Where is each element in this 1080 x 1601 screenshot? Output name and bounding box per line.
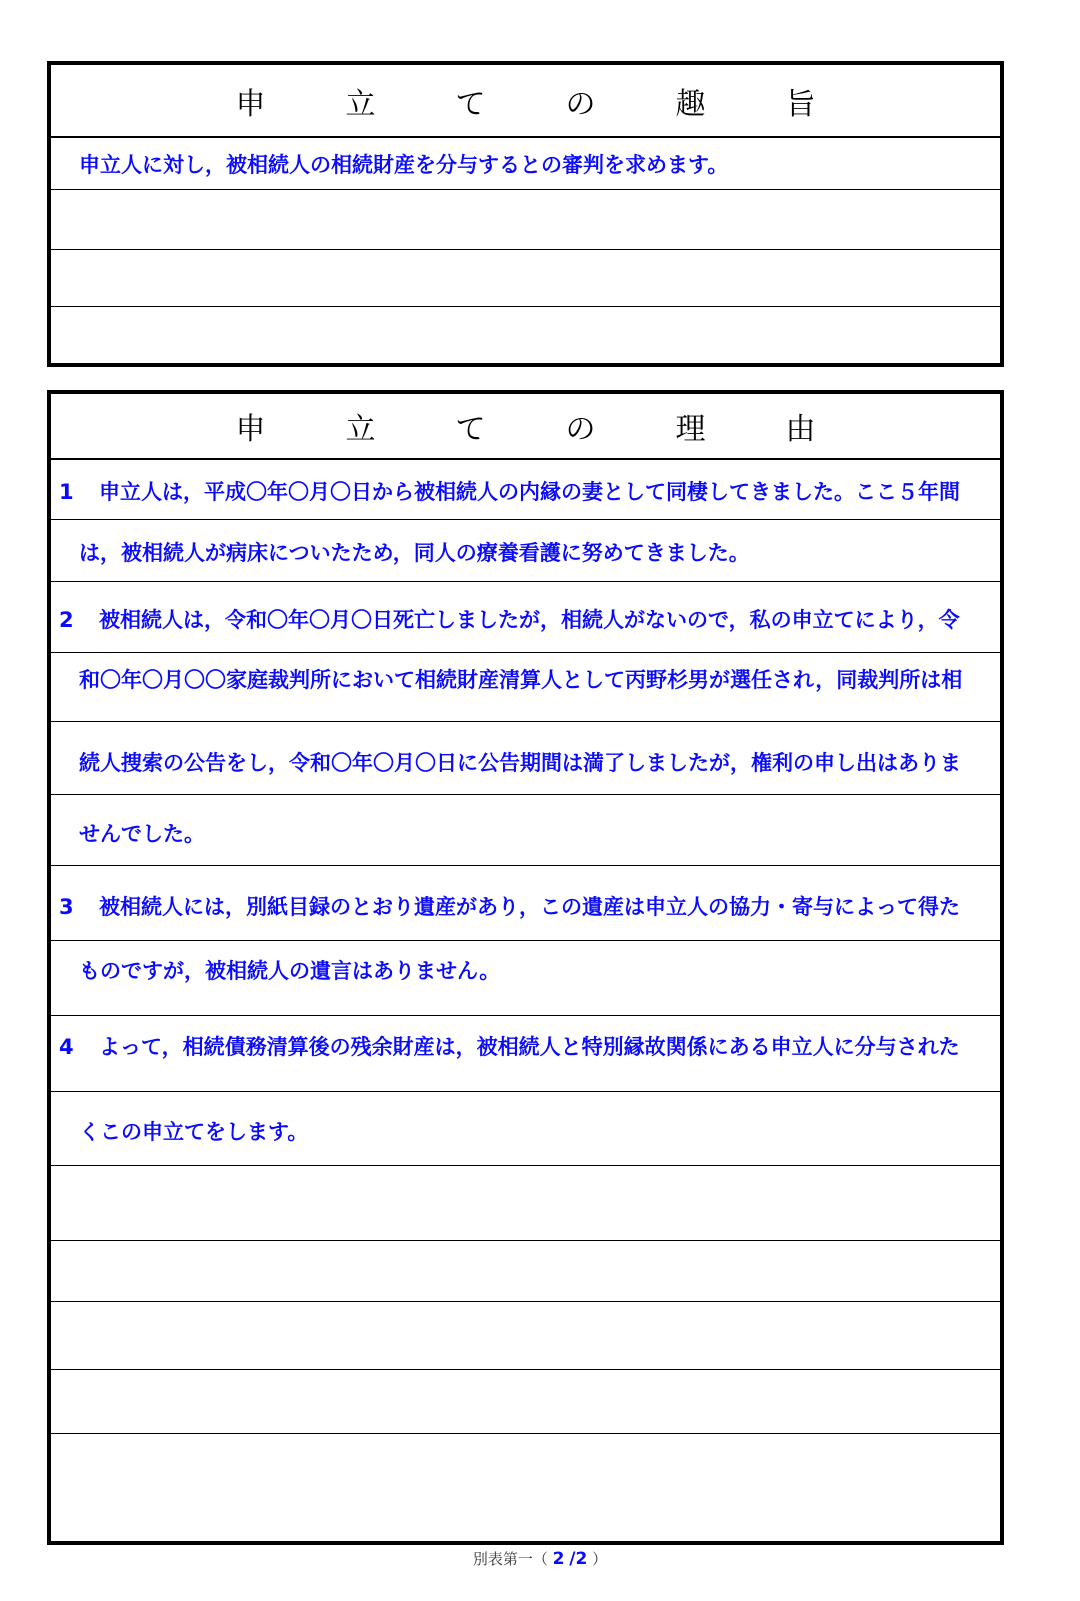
ruled-line bbox=[51, 652, 1000, 653]
ruled-line bbox=[51, 1433, 1000, 1434]
ruled-line bbox=[51, 306, 1000, 307]
item-line: 被相続人は，令和〇年〇月〇日死亡しましたが，相続人がないので，私の申立てにより，令 bbox=[99, 608, 960, 632]
heading-char: の bbox=[565, 412, 596, 447]
heading-char: 理 bbox=[675, 412, 706, 447]
ruled-line bbox=[51, 249, 1000, 250]
ruled-line bbox=[51, 1015, 1000, 1016]
ruled-line bbox=[51, 519, 1000, 520]
reason-item-2 bbox=[59, 610, 1000, 631]
footer-close: ） bbox=[592, 1550, 608, 1568]
item-line: せんでした。 bbox=[79, 822, 205, 846]
reason-heading bbox=[51, 394, 1000, 460]
heading-char: 申 bbox=[235, 86, 266, 122]
heading-char: の bbox=[565, 86, 596, 122]
item-line: 和〇年〇月〇〇家庭裁判所において相続財産清算人として丙野杉男が選任され，同裁判所は相 bbox=[79, 668, 963, 692]
petition-reason-section bbox=[47, 390, 1004, 1545]
ruled-line bbox=[51, 1165, 1000, 1166]
ruled-line bbox=[51, 189, 1000, 190]
heading-char: 申 bbox=[235, 412, 266, 447]
purpose-text: 申立人に対し，被相続人の相続財産を分与するとの審判を求めます。 bbox=[79, 153, 729, 177]
heading-char: て bbox=[455, 86, 486, 122]
ruled-line bbox=[51, 581, 1000, 582]
ruled-line bbox=[51, 940, 1000, 941]
item-line: は，被相続人が病床についたため，同人の療養看護に努めてきました。 bbox=[79, 541, 750, 565]
reason-item-1 bbox=[59, 482, 1000, 503]
page-total: 2 bbox=[575, 1549, 588, 1569]
page-number: 2 bbox=[552, 1549, 565, 1569]
ruled-line bbox=[51, 1240, 1000, 1241]
footer-label: 別表第一（ bbox=[472, 1550, 548, 1568]
ruled-line bbox=[51, 1369, 1000, 1370]
heading-char: て bbox=[455, 412, 486, 447]
reason-item-4 bbox=[59, 1037, 1000, 1058]
item-line: 申立人は，平成〇年〇月〇日から被相続人の内縁の妻として同棲してきました。ここ５年間 bbox=[99, 480, 960, 504]
item-number: 3 bbox=[59, 895, 74, 919]
purpose-heading bbox=[51, 65, 1000, 138]
page-footer bbox=[0, 1548, 1080, 1569]
ruled-line bbox=[51, 794, 1000, 795]
heading-char: 立 bbox=[345, 412, 376, 447]
item-number: 4 bbox=[59, 1035, 74, 1059]
petition-purpose-section bbox=[47, 61, 1004, 367]
item-line: よって，相続債務清算後の残余財産は，被相続人と特別縁故関係にある申立人に分与された bbox=[99, 1035, 960, 1059]
item-line: くこの申立てをします。 bbox=[79, 1120, 309, 1144]
item-line: ものですが，被相続人の遺言はありません。 bbox=[79, 959, 501, 983]
heading-char: 立 bbox=[345, 86, 376, 122]
ruled-line bbox=[51, 1091, 1000, 1092]
reason-item-3 bbox=[59, 897, 1000, 918]
heading-char: 趣 bbox=[675, 86, 706, 122]
item-number: 1 bbox=[59, 480, 74, 504]
heading-char: 旨 bbox=[785, 86, 816, 122]
ruled-line bbox=[51, 865, 1000, 866]
ruled-line bbox=[51, 721, 1000, 722]
item-line: 被相続人には，別紙目録のとおり遺産があり，この遺産は申立人の協力・寄与によって得た bbox=[99, 895, 960, 919]
heading-char: 由 bbox=[785, 412, 816, 447]
item-number: 2 bbox=[59, 608, 74, 632]
ruled-line bbox=[51, 1301, 1000, 1302]
page-separator: / bbox=[569, 1549, 576, 1569]
item-line: 続人捜索の公告をし，令和〇年〇月〇日に公告期間は満了しましたが，権利の申し出はありま bbox=[79, 751, 961, 775]
